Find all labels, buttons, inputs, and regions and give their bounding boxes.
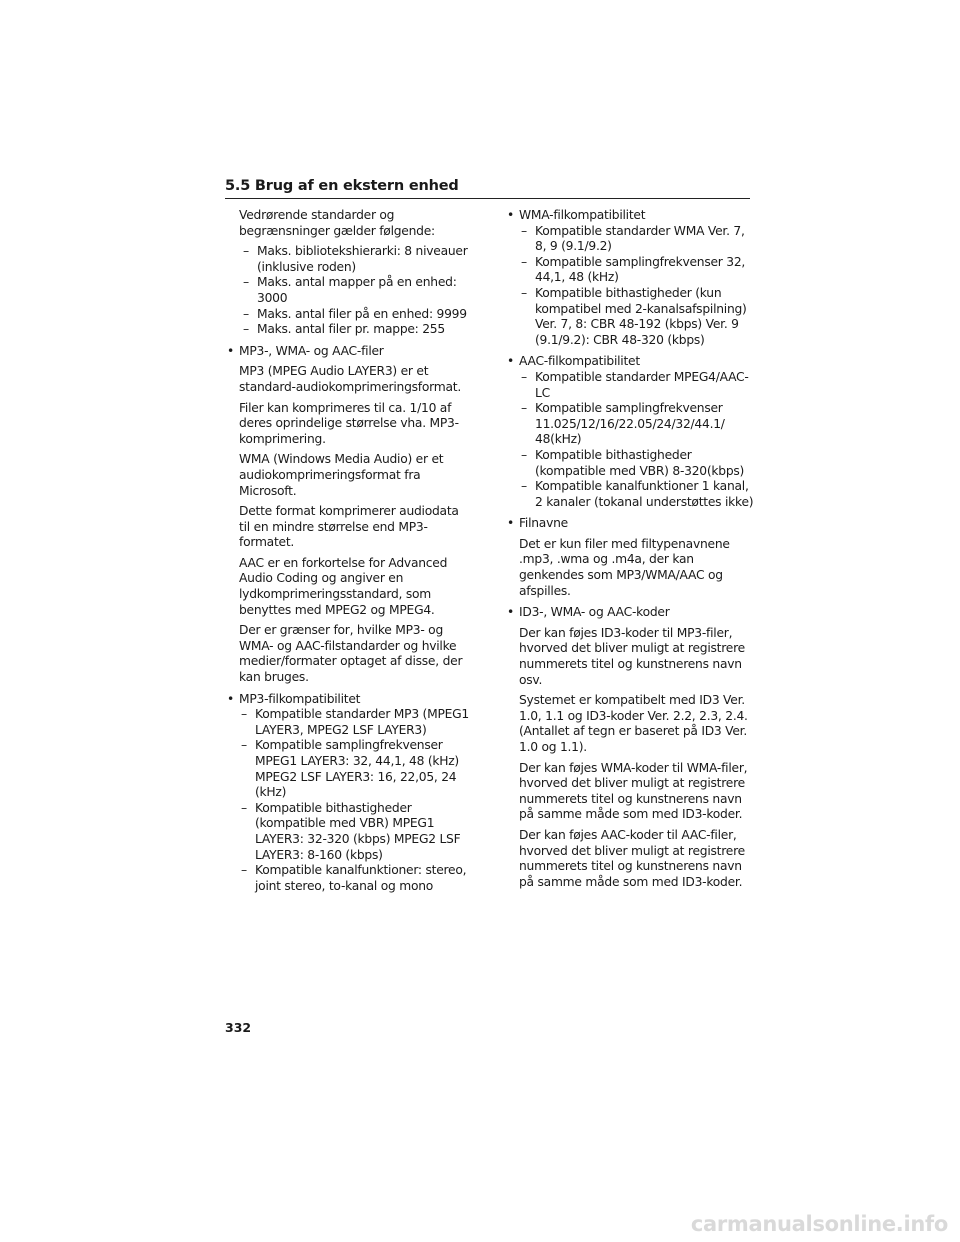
dash-item: – Maks. bibliotekshierarki: 8 niveauer (inklusive roden): [243, 244, 468, 274]
paragraph: Der kan føjes ID3-koder til MP3-filer, hvorved det bliver muligt at registrere nummerets titel og kunstnerens navn osv.: [519, 625, 745, 687]
page-number: 332: [225, 1020, 252, 1035]
site-watermark: carmanualsonline.info: [690, 1212, 948, 1236]
paragraph: Der kan føjes WMA-koder til WMA-filer, hvorved det bliver muligt at registrere nummerets titel og kunstnerens navn på samme måde som med ID3-koder.: [519, 760, 748, 822]
dash-mark: –: [243, 275, 249, 290]
bullet-mark: •: [507, 208, 515, 222]
dash-item: – Kompatible kanalfunktioner 1 kanal, 2 kanaler (tokanal understøttes ikke): [521, 479, 754, 509]
dash-mark: –: [521, 447, 527, 462]
bullet-title: WMA-filkompatibilitet: [519, 208, 646, 222]
dash-item: – Kompatible bithastigheder (kompatible med VBR) 8-320(kbps): [521, 447, 745, 478]
dash-item: – Maks. antal filer pr. mappe: 255: [243, 322, 445, 337]
section-title: 5.5 Brug af en ekstern enhed: [225, 178, 459, 194]
bullet-aac: [507, 354, 757, 510]
dash-mark: –: [521, 369, 527, 384]
dash-item: – Maks. antal mapper på en enhed: 3000: [243, 275, 457, 305]
dash-mark: –: [521, 223, 527, 238]
paragraph: Filer kan komprimeres til ca. 1/10 af deres oprindelige størrelse vha. MP3-komprimering.: [239, 400, 459, 446]
section-header: [225, 178, 750, 199]
bullet-mark: •: [507, 354, 515, 369]
paragraph: AAC er en forkortelse for Advanced Audio Coding og angiver en lydkomprimeringsstandard, som benyttes med MPEG2 og MPEG4.: [239, 555, 448, 617]
bullet-formats: [227, 344, 473, 686]
bullet-tags: [507, 605, 757, 890]
dash-mark: –: [521, 254, 527, 269]
dash-item: – Kompatible kanalfunktioner: stereo, joint stereo, to-kanal og mono: [241, 863, 467, 893]
bullet-filenames: [507, 516, 757, 599]
dash-mark: –: [241, 863, 247, 878]
bullet-title: Filnavne: [519, 516, 568, 531]
dash-mark: –: [243, 322, 249, 337]
dash-item: – Kompatible standarder MP3 (MPEG1 LAYER3, MPEG2 LSF LAYER3): [241, 707, 470, 737]
dash-mark: –: [521, 479, 527, 494]
bullet-title: ID3-, WMA- og AAC-koder: [519, 605, 670, 620]
bullet-mp3: [227, 692, 473, 895]
intro-paragraph: Vedrørende standarder og begrænsninger gælder følgende:: [239, 208, 435, 238]
paragraph: Der kan føjes AAC-koder til AAC-filer, hvorved det bliver muligt at registrere nummerets titel og kunstnerens navn på samme måde som med ID3-koder.: [519, 827, 745, 889]
paragraph: Systemet er kompatibelt med ID3 Ver. 1.0, 1.1 og ID3-koder Ver. 2.2, 2.3, 2.4. (Antallet af tegn er baseret på ID3 Ver. 1.0 og 1.1).: [519, 693, 748, 754]
left-column: [227, 208, 473, 900]
bullet-mark: •: [507, 605, 515, 620]
bullet-mark: •: [227, 691, 235, 706]
dash-item: – Kompatible standarder WMA Ver. 7, 8, 9 (9.1/9.2): [521, 223, 745, 254]
paragraph: Dette format komprimerer audiodata til en mindre størrelse end MP3-formatet.: [239, 504, 459, 550]
dash-item: – Maks. antal filer på en enhed: 9999: [243, 306, 467, 321]
bullet-mark: •: [227, 343, 235, 358]
dash-item: – Kompatible samplingfrekvenser MPEG1 LAYER3: 32, 44,1, 48 (kHz) MPEG2 LSF LAYER3: 16, 22,05, 24 (kHz): [241, 738, 459, 800]
dash-item: – Kompatible bithastigheder (kun kompatibel med 2-kanalsafspilning) Ver. 7, 8: CBR 48-192 (kbps) Ver. 9 (9.1/9.2): CBR 48-320 (kbps): [521, 285, 747, 347]
paragraph: Det er kun filer med filtypenavnene .mp3, .wma og .m4a, der kan genkendes som MP3/WMA/AAC og afspilles.: [519, 536, 730, 598]
dash-mark: –: [241, 738, 247, 753]
dash-item: – Kompatible standarder MPEG4/AAC-LC: [521, 369, 749, 400]
paragraph: Der er grænser for, hvilke MP3- og WMA- og AAC-filstandarder og hvilke medier/formater optaget af disse, der kan bruges.: [239, 623, 463, 685]
bullet-title: MP3-filkompatibilitet: [239, 691, 361, 706]
limits-list: [241, 244, 473, 338]
dash-mark: –: [521, 401, 527, 416]
dash-mark: –: [241, 707, 247, 722]
paragraph: MP3 (MPEG Audio LAYER3) er et standard-audiokomprimeringsformat.: [239, 364, 461, 394]
dash-mark: –: [243, 244, 249, 259]
bullet-wma: [507, 208, 757, 348]
dash-mark: –: [241, 800, 247, 815]
dash-mark: –: [521, 285, 527, 300]
dash-mark: –: [243, 306, 249, 321]
dash-item: – Kompatible samplingfrekvenser 11.025/12/16/22.05/24/32/44.1/ 48(kHz): [521, 401, 725, 447]
bullet-title: AAC-filkompatibilitet: [519, 354, 640, 369]
right-column: [507, 208, 757, 896]
paragraph: WMA (Windows Media Audio) er et audiokomprimeringsformat fra Microsoft.: [239, 452, 444, 498]
bullet-title: MP3-, WMA- og AAC-filer: [239, 343, 384, 358]
dash-item: – Kompatible samplingfrekvenser 32, 44,1, 48 (kHz): [521, 254, 746, 285]
dash-item: – Kompatible bithastigheder (kompatible med VBR) MPEG1 LAYER3: 32-320 (kbps) MPEG2 LSF LAYER3: 8-160 (kbps): [241, 800, 461, 862]
bullet-mark: •: [507, 516, 515, 531]
